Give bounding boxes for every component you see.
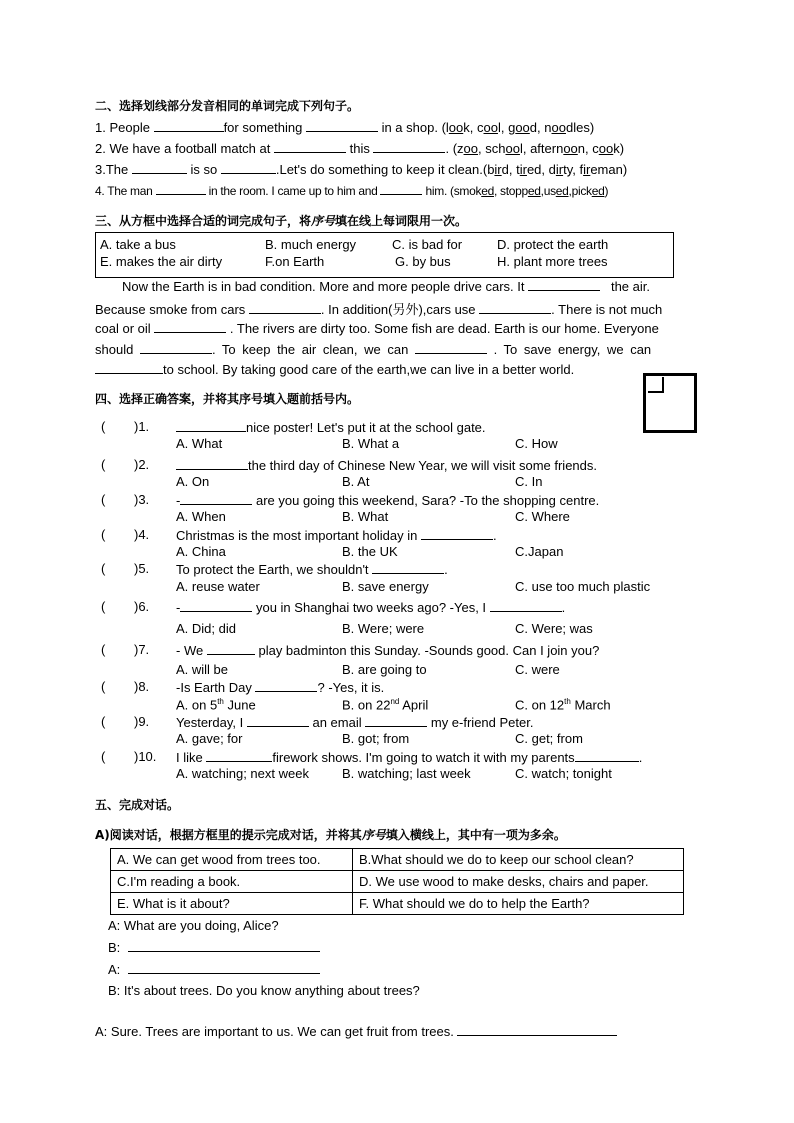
sentence-2: 2. We have a football match at this . (zoo, school, afternoon, cook) [95, 141, 625, 156]
section5-heading: 五、完成对话。 [95, 798, 180, 812]
answer-paren: ( [101, 419, 106, 434]
question-text: Yesterday, I an email my e-friend Peter. [176, 715, 534, 730]
choice-c: C. Where [515, 509, 570, 524]
choice-b: B. Were; were [342, 621, 425, 636]
dialogue-options-table [110, 848, 684, 915]
choice-b: B. What a [342, 436, 400, 451]
question-text: To protect the Earth, we shouldn't . [176, 562, 448, 577]
section5-subheading: A)阅读对话，根据方框里的提示完成对话，并将其序号填入横线上，其中有一项为多余。 [95, 828, 566, 842]
choice-c: C. In [515, 474, 543, 489]
passage-line-2: Because smoke from cars . In addition(另外),cars use . There is not much [95, 302, 663, 317]
question-text: - you in Shanghai two weeks ago? -Yes, I . [176, 600, 566, 615]
passage-line-3: coal or oil . The rivers are dirty too. Some fish are dead. Earth is our home. Everyone [95, 321, 659, 336]
choice-c: C. use too much plastic [515, 579, 651, 594]
question-number: )5. [134, 561, 150, 576]
section2-heading: 二、选择划线部分发音相同的单词完成下列句子。 [95, 99, 360, 113]
option-c: C. is bad for [392, 237, 463, 252]
table-cell: C.I'm reading a book. [111, 871, 353, 893]
choice-a: A. watching; next week [176, 766, 309, 781]
answer-paren: ( [101, 527, 106, 542]
question-text: -Is Earth Day ? -Yes, it is. [176, 680, 385, 695]
dialogue-line-1: A: What are you doing, Alice? [108, 918, 279, 933]
table-cell: E. What is it about? [111, 893, 353, 915]
table-row [111, 871, 684, 893]
question-number: )6. [134, 599, 150, 614]
choice-b: B. What [342, 509, 389, 524]
choice-b: B. the UK [342, 544, 398, 559]
question-number: )10. [134, 749, 157, 764]
choice-b: B. on 22nd April [342, 697, 429, 713]
question-number: )2. [134, 457, 150, 472]
choice-b: B. got; from [342, 731, 410, 746]
answer-paren: ( [101, 492, 106, 507]
choice-a: A. When [176, 509, 226, 524]
question-text: - We play badminton this Sunday. -Sounds good. Can I join you? [176, 643, 600, 658]
question-number: )1. [134, 419, 150, 434]
answer-paren: ( [101, 642, 106, 657]
sentence-3: 3.The is so .Let's do something to keep it clean.(bird, tired, dirty, fireman) [95, 162, 628, 177]
choice-a: A. on 5th June [176, 697, 256, 713]
choice-c: C. get; from [515, 731, 583, 746]
choice-a: A. will be [176, 662, 229, 677]
passage-line-4: should . To keep the air clean, we can . To save energy, we can [95, 342, 652, 357]
dialogue-line-3: A: [108, 961, 320, 977]
choice-c: C. Were; was [515, 621, 593, 636]
option-f: F.on Earth [265, 254, 325, 269]
answer-paren: ( [101, 749, 106, 764]
table-row [111, 849, 684, 871]
table-cell: F. What should we do to help the Earth? [353, 893, 684, 915]
section4-heading: 四、选择正确答案，并将其序号填入题前括号内。 [95, 392, 360, 406]
dialogue-line-4: B: It's about trees. Do you know anything about trees? [108, 983, 420, 998]
option-a: A. take a bus [100, 237, 176, 252]
question-number: )3. [134, 492, 150, 507]
sentence-4: 4. The man in the room. I came up to him and him. (smoked, stopped,used,picked) [95, 184, 609, 198]
choice-b: B. are going to [342, 662, 427, 677]
passage-line-5: to school. By taking good care of the earth,we can live in a better world. [95, 361, 574, 377]
choice-a: A. Did; did [176, 621, 236, 636]
choice-c: C. on 12th March [515, 697, 611, 713]
option-d: D. protect the earth [497, 237, 609, 252]
choice-a: A. reuse water [176, 579, 260, 594]
question-text: - are you going this weekend, Sara? -To the shopping centre. [176, 493, 600, 508]
answer-paren: ( [101, 457, 106, 472]
option-e: E. makes the air dirty [100, 254, 223, 269]
choice-b: B. save energy [342, 579, 429, 594]
dialogue-line-5: A: Sure. Trees are important to us. We can get fruit from trees. [95, 1023, 617, 1039]
question-number: )9. [134, 714, 150, 729]
table-row [111, 893, 684, 915]
dialogue-line-2: B: [108, 939, 320, 955]
section3-heading: 三、从方框中选择合适的词完成句子，将序号填在线上每词限用一次。 [95, 214, 468, 228]
answer-paren: ( [101, 679, 106, 694]
choice-c: C. were [515, 662, 560, 677]
answer-paren: ( [101, 599, 106, 614]
choice-b: B. At [342, 474, 370, 489]
question-text: I like firework shows. I'm going to watch it with my parents . [176, 750, 643, 765]
answer-paren: ( [101, 714, 106, 729]
option-b: B. much energy [265, 237, 357, 252]
choice-a: A. gave; for [176, 731, 243, 746]
choice-c: C. watch; tonight [515, 766, 612, 781]
table-cell: B.What should we do to keep our school clean? [353, 849, 684, 871]
sentence-1: 1. People for something in a shop. (look, cool, good, noodles) [95, 120, 595, 135]
option-h: H. plant more trees [497, 254, 608, 269]
choice-a: A. On [176, 474, 210, 489]
table-cell: D. We use wood to make desks, chairs and paper. [353, 871, 684, 893]
question-text: nice poster! Let's put it at the school gate. [176, 419, 486, 435]
choice-c: C.Japan [515, 544, 564, 559]
question-number: )4. [134, 527, 150, 542]
option-g: G. by bus [395, 254, 451, 269]
corner-frame-inner-mark [648, 377, 664, 393]
choice-c: C. How [515, 436, 558, 451]
question-text: the third day of Chinese New Year, we will visit some friends. [176, 457, 597, 473]
question-text: Christmas is the most important holiday in . [176, 528, 497, 543]
question-number: )7. [134, 642, 150, 657]
answer-paren: ( [101, 561, 106, 576]
choice-b: B. watching; last week [342, 766, 471, 781]
choice-a: A. What [176, 436, 223, 451]
choice-a: A. China [176, 544, 226, 559]
table-cell: A. We can get wood from trees too. [111, 849, 353, 871]
passage-line-1: Now the Earth is in bad condition. More and more people drive cars. It the air. [122, 279, 650, 294]
question-number: )8. [134, 679, 150, 694]
